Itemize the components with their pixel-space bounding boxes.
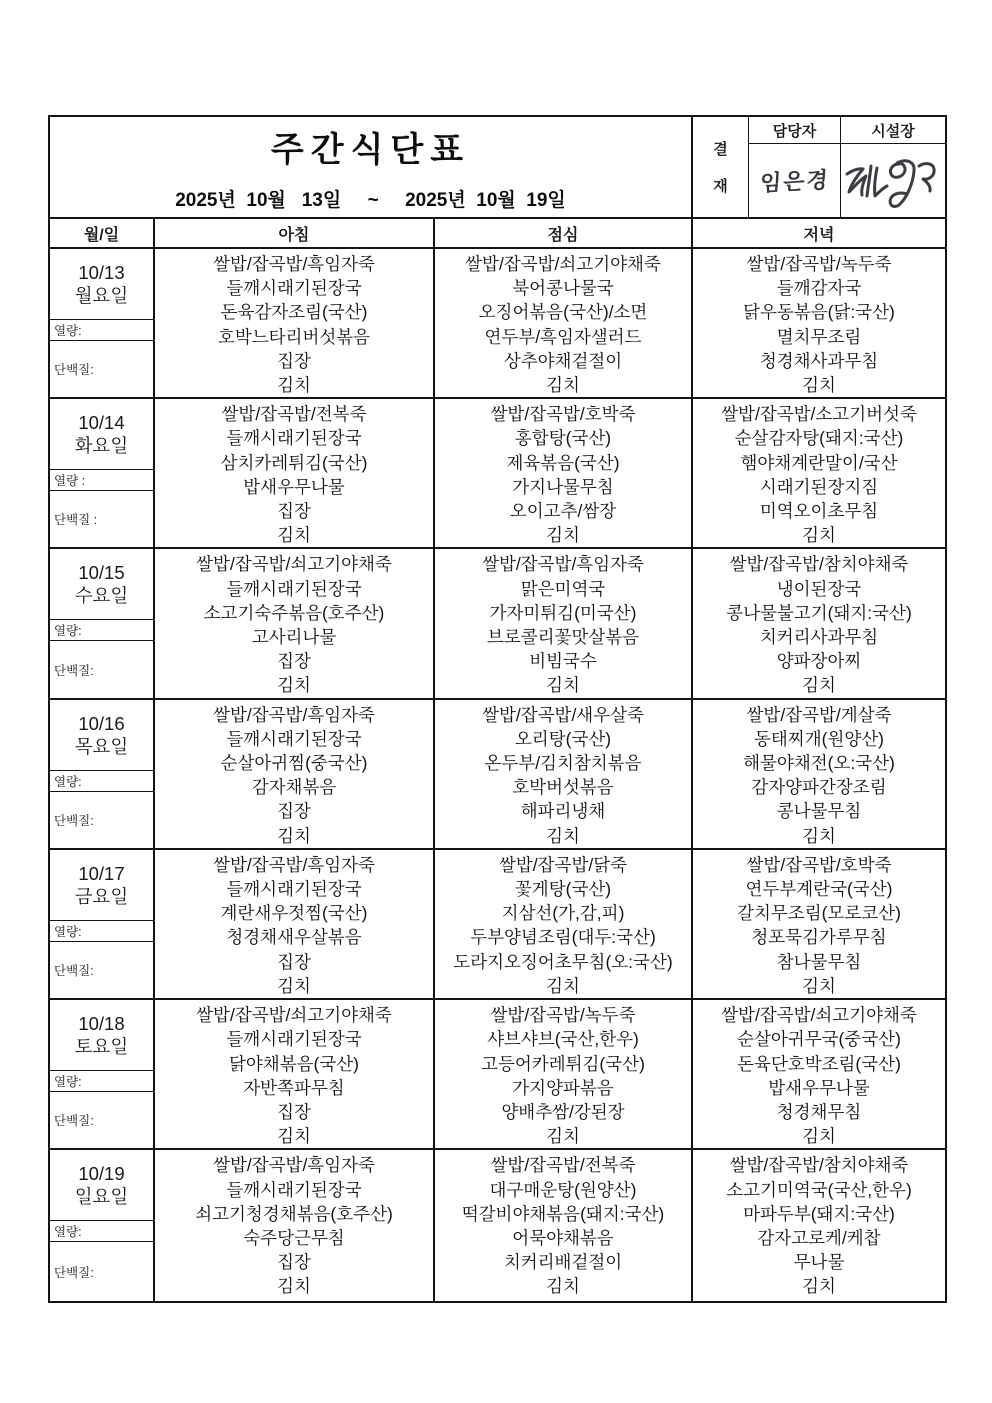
menu-item: 들깨시래기된장국 — [226, 1029, 362, 1050]
menu-item: 무나물 — [793, 1252, 845, 1273]
weekday-label: 화요일 — [74, 435, 129, 457]
menu-item: 돈육단호박조림(국산) — [737, 1053, 901, 1074]
date-label — [50, 700, 153, 770]
menu-item: 밥새우무나물 — [768, 1077, 870, 1098]
date-number: 10/16 — [78, 712, 125, 734]
breakfast-menu-cell — [155, 1150, 435, 1301]
menu-item: 맑은미역국 — [520, 578, 606, 599]
staff-title: 담당자 — [749, 117, 840, 144]
table-header-row — [50, 217, 945, 247]
menu-item: 김치 — [546, 525, 580, 546]
menu-item: 미역오이초무침 — [759, 501, 879, 522]
menu-item: 양배추쌈/강된장 — [501, 1101, 625, 1122]
approval-char-1: 결 — [713, 141, 728, 158]
menu-item: 밥새우무나물 — [243, 476, 345, 497]
date-number: 10/13 — [78, 262, 125, 283]
lunch-menu-cell — [435, 1150, 693, 1301]
breakfast-menu-cell — [155, 700, 435, 848]
menu-item: 해물야채전(오:국산) — [743, 753, 895, 774]
menu-item: 김치 — [277, 975, 311, 996]
menu-item: 김치 — [546, 1276, 580, 1297]
menu-item: 쌀밥/잡곡밥/흑임자죽 — [213, 254, 375, 274]
menu-item: 도라지오징어초무침(오:국산) — [453, 951, 673, 972]
date-label — [50, 399, 153, 469]
calorie-label: 열량: — [50, 1220, 153, 1242]
menu-item: 숙주당근무침 — [243, 1227, 345, 1248]
menu-item: 마파두부(돼지:국산) — [743, 1203, 895, 1224]
menu-item: 김치 — [802, 975, 836, 996]
menu-item: 지삼선(가,감,피) — [501, 903, 625, 924]
date-number: 10/14 — [78, 412, 125, 434]
menu-item: 닭야채볶음(국산) — [229, 1053, 359, 1074]
menu-item: 청경채새우살볶음 — [226, 927, 362, 948]
menu-item: 김치 — [802, 375, 836, 396]
menu-item: 순살감자탕(돼지:국산) — [734, 428, 904, 449]
dinner-menu-cell — [693, 1000, 945, 1148]
menu-item: 들깨시래기된장국 — [226, 578, 362, 599]
menu-item: 쌀밥/잡곡밥/전복죽 — [221, 404, 367, 425]
weekday-label: 목요일 — [74, 735, 129, 757]
dinner-menu-cell — [693, 399, 945, 547]
menu-item: 치커리사과무침 — [759, 627, 879, 648]
protein-label: 단백질: — [54, 1265, 94, 1280]
menu-item: 쌀밥/잡곡밥/참치야채죽 — [729, 554, 909, 575]
menu-item: 냉이된장국 — [776, 578, 862, 599]
menu-item: 쌀밥/잡곡밥/흑임자죽 — [213, 854, 375, 875]
menu-item: 김치 — [277, 675, 311, 696]
date-label — [50, 1000, 153, 1070]
menu-item: 오이고추/쌈장 — [509, 501, 617, 522]
menu-item: 소고기숙주볶음(호주산) — [203, 602, 385, 623]
menu-item: 양파장아찌 — [776, 651, 862, 672]
menu-item: 쌀밥/잡곡밥/녹두죽 — [746, 254, 892, 274]
menu-item: 들깨시래기된장국 — [226, 728, 362, 749]
menu-item: 집장 — [277, 1101, 311, 1122]
menu-item: 김치 — [546, 1126, 580, 1147]
column-header-breakfast: 아침 — [155, 219, 435, 247]
menu-item: 샤브샤브(국산,한우) — [487, 1029, 639, 1050]
table-row — [50, 698, 945, 848]
calorie-label: 열량: — [50, 920, 153, 942]
weekday-label: 월요일 — [74, 285, 129, 306]
menu-item: 감자고로케/케찹 — [757, 1227, 881, 1248]
table-row — [50, 1148, 945, 1301]
menu-item: 쌀밥/잡곡밥/참치야채죽 — [729, 1155, 909, 1176]
menu-item: 쌀밥/잡곡밥/닭죽 — [498, 854, 628, 875]
date-range: 2025년 10월 13일 ~ 2025년 10월 19일 — [175, 190, 566, 211]
menu-item: 집장 — [277, 501, 311, 522]
date-number: 10/15 — [78, 562, 125, 584]
menu-item: 연두부/흑임자샐러드 — [484, 326, 642, 347]
date-cell — [50, 1150, 155, 1301]
approval-column-staff — [749, 117, 841, 217]
menu-item: 연두부계란국(국산) — [745, 879, 893, 900]
document-header — [50, 117, 945, 217]
menu-item: 김치 — [802, 525, 836, 546]
lunch-menu-cell — [435, 1000, 693, 1148]
menu-item: 청경채사과무침 — [759, 350, 879, 371]
column-header-lunch: 점심 — [435, 219, 693, 247]
approval-char-2: 재 — [713, 178, 728, 195]
menu-item: 김치 — [546, 375, 580, 396]
weekday-label: 토요일 — [74, 1036, 129, 1058]
menu-item: 들깨시래기된장국 — [226, 1179, 362, 1200]
column-header-date: 월/일 — [50, 219, 155, 247]
table-row — [50, 998, 945, 1148]
menu-item: 호박버섯볶음 — [512, 777, 614, 798]
menu-item: 청포묵김가루무침 — [751, 927, 887, 948]
menu-item: 브로콜리꽃맛살볶음 — [486, 627, 640, 648]
lunch-menu-cell — [435, 850, 693, 998]
protein-label: 단백질: — [54, 1114, 94, 1129]
menu-item: 오리탕(국산) — [514, 728, 612, 749]
lunch-menu-cell — [435, 549, 693, 697]
menu-item: 상추야채겉절이 — [503, 350, 623, 371]
menu-item: 김치 — [277, 825, 311, 846]
weekday-label: 일요일 — [74, 1186, 129, 1208]
dinner-menu-cell — [693, 850, 945, 998]
calorie-label: 열량: — [50, 770, 153, 792]
menu-item: 감자채볶음 — [251, 777, 337, 798]
menu-item: 청경채무침 — [776, 1101, 862, 1122]
menu-item: 김치 — [802, 1126, 836, 1147]
approval-block — [693, 117, 945, 217]
menu-item: 대구매운탕(원양산) — [489, 1179, 637, 1200]
menu-item: 돈육감자조림(국산) — [220, 302, 368, 323]
date-number: 10/19 — [78, 1163, 125, 1185]
menu-item: 김치 — [546, 825, 580, 846]
menu-item: 꽃게탕(국산) — [514, 879, 612, 900]
menu-item: 감자양파간장조림 — [751, 777, 887, 798]
protein-label: 단백질: — [54, 663, 94, 678]
menu-item: 집장 — [277, 350, 311, 371]
menu-item: 쌀밥/잡곡밥/쇠고기야채죽 — [465, 254, 661, 274]
menu-item: 쌀밥/잡곡밥/전복죽 — [490, 1155, 636, 1176]
menu-item: 쌀밥/잡곡밥/게살죽 — [746, 704, 892, 725]
menu-item: 어묵야채볶음 — [512, 1227, 614, 1248]
menu-item: 김치 — [802, 675, 836, 696]
menu-item: 동태찌개(원양산) — [754, 728, 884, 749]
menu-item: 가자미튀김(미국산) — [489, 602, 637, 623]
menu-item: 떡갈비야채볶음(돼지:국산) — [461, 1203, 665, 1224]
menu-item: 멸치무조림 — [776, 326, 862, 347]
menu-item: 제육볶음(국산) — [506, 452, 620, 473]
menu-item: 가지나물무침 — [512, 476, 614, 497]
menu-item: 콩나물불고기(돼지:국산) — [726, 602, 912, 623]
dinner-menu-cell — [693, 1150, 945, 1301]
menu-item: 고등어카레튀김(국산) — [481, 1053, 645, 1074]
menu-item: 쇠고기청경채볶음(호주산) — [195, 1203, 393, 1224]
protein-label: 단백질: — [54, 963, 94, 978]
menu-item: 쌀밥/잡곡밥/새우살죽 — [482, 704, 644, 725]
menu-item: 집장 — [277, 1252, 311, 1273]
menu-item: 김치 — [802, 825, 836, 846]
breakfast-menu-cell — [155, 399, 435, 547]
menu-item: 쌀밥/잡곡밥/흑임자죽 — [482, 554, 644, 575]
lunch-menu-cell — [435, 399, 693, 547]
menu-item: 홍합탕(국산) — [514, 428, 612, 449]
menu-item: 햄야채계란말이/국산 — [740, 452, 898, 473]
staff-signature — [749, 144, 840, 217]
breakfast-menu-cell — [155, 549, 435, 697]
staff-signature-text: 임은경 — [758, 167, 830, 196]
date-cell — [50, 1000, 155, 1148]
date-cell — [50, 700, 155, 848]
menu-item: 쌀밥/잡곡밥/쇠고기야채죽 — [196, 1005, 392, 1026]
menu-item: 쌀밥/잡곡밥/쇠고기야채죽 — [196, 554, 392, 575]
menu-item: 소고기미역국(국산,한우) — [726, 1179, 912, 1200]
date-label — [50, 249, 153, 319]
menu-item: 순살아귀찜(중국산) — [220, 753, 368, 774]
weekday-label: 금요일 — [74, 885, 129, 907]
menu-item: 들깨시래기된장국 — [226, 278, 362, 299]
menu-item: 가지양파볶음 — [512, 1077, 614, 1098]
menu-item: 김치 — [277, 1126, 311, 1147]
approval-label — [693, 117, 749, 217]
menu-item: 해파리냉채 — [520, 801, 606, 822]
menu-item: 김치 — [277, 1276, 311, 1297]
menu-item: 비빔국수 — [529, 651, 597, 672]
dinner-menu-cell — [693, 700, 945, 848]
menu-item: 오징어볶음(국산)/소면 — [478, 302, 648, 323]
menu-item: 집장 — [277, 651, 311, 672]
director-title: 시설장 — [841, 117, 945, 144]
date-cell — [50, 249, 155, 397]
menu-item: 북어콩나물국 — [512, 278, 614, 299]
lunch-menu-cell — [435, 249, 693, 397]
menu-item: 삼치카레튀김(국산) — [220, 452, 368, 473]
menu-item: 김치 — [277, 375, 311, 396]
menu-item: 들깨시래기된장국 — [226, 428, 362, 449]
menu-item: 순살아귀무국(중국산) — [737, 1029, 901, 1050]
approval-column-director — [841, 117, 945, 217]
calorie-label: 열량 : — [50, 469, 153, 491]
breakfast-menu-cell — [155, 1000, 435, 1148]
menu-item: 계란새우젓찜(국산) — [220, 903, 368, 924]
protein-label: 단백질 : — [54, 513, 98, 528]
date-number: 10/18 — [78, 1013, 125, 1035]
menu-item: 쌀밥/잡곡밥/쇠고기야채죽 — [721, 1005, 917, 1026]
menu-item: 콩나물무침 — [776, 801, 862, 822]
calorie-label: 열량: — [50, 319, 153, 341]
menu-item: 시래기된장지짐 — [759, 476, 879, 497]
menu-item: 집장 — [277, 951, 311, 972]
director-signature — [841, 144, 945, 217]
date-cell — [50, 399, 155, 547]
director-signature-icon — [841, 152, 945, 210]
menu-item: 김치 — [546, 675, 580, 696]
menu-item: 쌀밥/잡곡밥/흑임자죽 — [213, 704, 375, 725]
weekday-label: 수요일 — [74, 585, 129, 607]
table-row — [50, 247, 945, 397]
menu-item: 고사리나물 — [251, 627, 337, 648]
menu-item: 들깨시래기된장국 — [226, 879, 362, 900]
date-label — [50, 549, 153, 619]
date-cell — [50, 850, 155, 998]
menu-item: 온두부/김치참치볶음 — [484, 753, 642, 774]
title-cell — [50, 117, 693, 217]
table-row — [50, 397, 945, 547]
menu-item: 집장 — [277, 801, 311, 822]
menu-item: 참나물무침 — [776, 951, 862, 972]
date-cell — [50, 549, 155, 697]
menu-item: 들깨감자국 — [776, 278, 862, 299]
protein-label: 단백질: — [54, 363, 94, 378]
menu-item: 갈치무조림(모로코산) — [737, 903, 901, 924]
menu-item: 두부양념조림(대두:국산) — [470, 927, 656, 948]
breakfast-menu-cell — [155, 249, 435, 397]
calorie-label: 열량: — [50, 619, 153, 641]
menu-item: 호박느타리버섯볶음 — [217, 326, 371, 347]
page-title: 주간식단표 — [270, 131, 471, 169]
date-number: 10/17 — [78, 862, 125, 884]
table-body — [50, 247, 945, 1301]
dinner-menu-cell — [693, 249, 945, 397]
column-header-dinner: 저녁 — [803, 226, 835, 244]
menu-item: 닭우동볶음(닭:국산) — [743, 302, 895, 323]
lunch-menu-cell — [435, 700, 693, 848]
date-label — [50, 1150, 153, 1220]
dinner-menu-cell — [693, 549, 945, 697]
table-row — [50, 848, 945, 998]
menu-item: 자반쪽파무침 — [243, 1077, 345, 1098]
table-row — [50, 547, 945, 697]
calorie-label: 열량: — [50, 1070, 153, 1092]
protein-label: 단백질: — [54, 813, 94, 828]
menu-item: 김치 — [802, 1276, 836, 1297]
breakfast-menu-cell — [155, 850, 435, 998]
menu-item: 쌀밥/잡곡밥/호박죽 — [746, 854, 892, 875]
menu-item: 쌀밥/잡곡밥/흑임자죽 — [213, 1155, 375, 1176]
menu-item: 쌀밥/잡곡밥/소고기버섯죽 — [721, 404, 917, 425]
menu-item: 김치 — [546, 975, 580, 996]
menu-item: 치커리배겉절이 — [503, 1252, 623, 1273]
date-label — [50, 850, 153, 920]
menu-item: 쌀밥/잡곡밥/녹두죽 — [490, 1005, 636, 1026]
menu-item: 김치 — [277, 525, 311, 546]
menu-item: 쌀밥/잡곡밥/호박죽 — [490, 404, 636, 425]
weekly-menu-table — [48, 115, 947, 1303]
